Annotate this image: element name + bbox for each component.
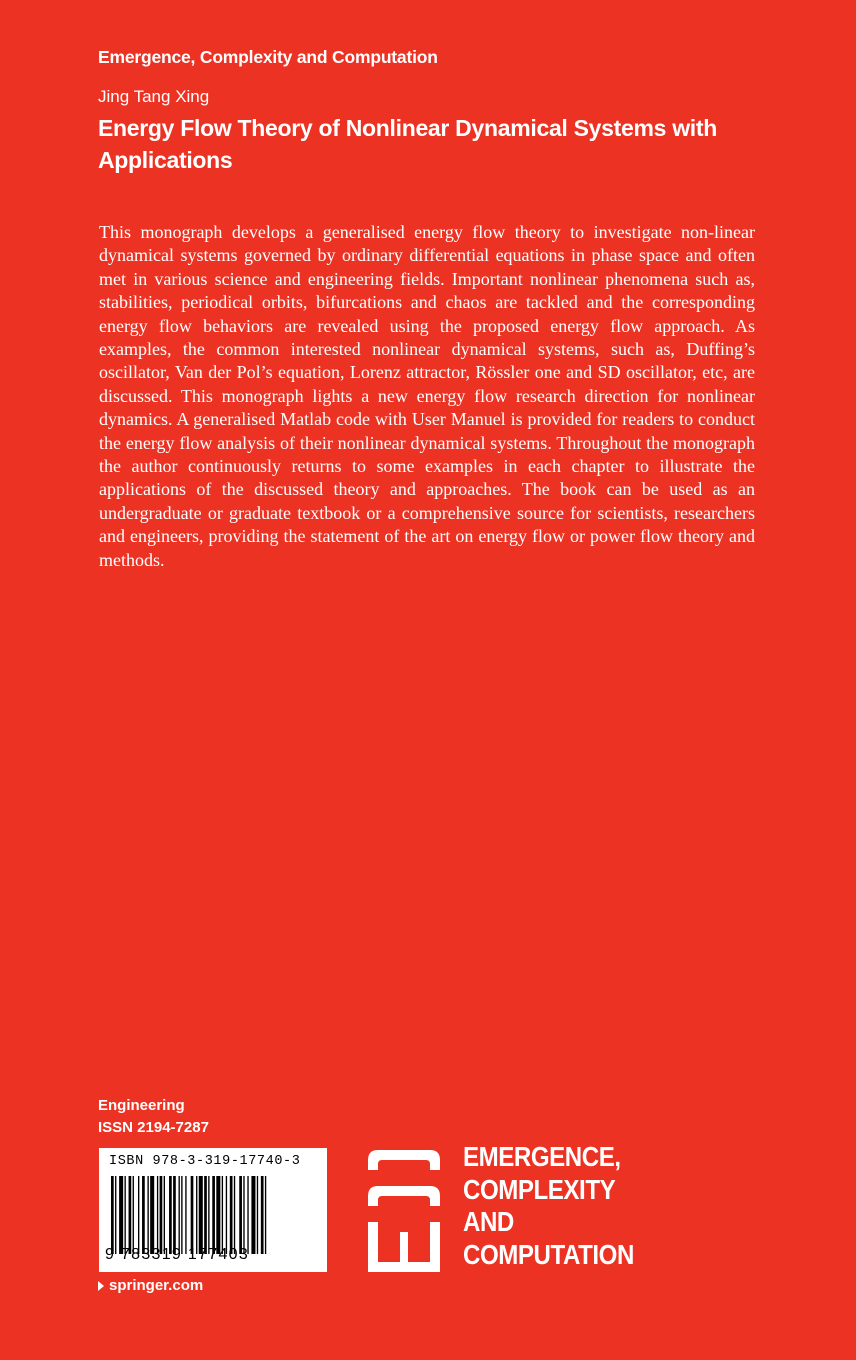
barcode-bar bbox=[150, 1176, 154, 1254]
barcode-bar bbox=[115, 1176, 116, 1254]
barcode-bar bbox=[247, 1176, 248, 1254]
barcode-bar bbox=[261, 1176, 264, 1254]
barcode-bar bbox=[208, 1176, 209, 1254]
subject-category: Engineering bbox=[98, 1097, 185, 1114]
arrow-right-icon bbox=[98, 1281, 104, 1291]
barcode-bar bbox=[129, 1176, 132, 1254]
barcode-bar bbox=[142, 1176, 145, 1254]
book-description: This monograph develops a generalised energy flow theory to investigate non-linear dynamical systems governed by ordinary differential equations in phase space and often met in various science and engineering fields. Important nonlinear phenomena such as, stabilities, periodical orbits, bifurcations and chaos are tackled and the corresponding energy flow behaviors are revealed using the proposed energy flow approach. As examples, the common interested nonlinear dynamical systems, such as, Duffing’s oscillator, Van der Pol’s equation, Lorenz attractor, Rössler one and SD oscillator, etc, are discussed. This monograph lights a new energy flow research direction for nonlinear dynamics. A generalised Matlab code with User Manuel is provided for readers to conduct the energy flow analysis of their nonlinear dynamical systems. Throughout the monograph the author continuously returns to some examples in each chapter to illustrate the applications of the discussed theory and approaches. The book can be used as an undergraduate or graduate textbook or a comprehensive source for scientists, researchers and engineers, providing the statement of the art on energy flow or power flow theory and methods. bbox=[99, 222, 755, 570]
author-name: Jing Tang Xing bbox=[98, 87, 210, 106]
subject-info bbox=[98, 1095, 209, 1139]
barcode-bar bbox=[204, 1176, 207, 1254]
barcode-bar bbox=[191, 1176, 194, 1254]
barcode-bar bbox=[257, 1176, 258, 1254]
barcode-bar bbox=[169, 1176, 172, 1254]
barcode-bar bbox=[226, 1176, 227, 1254]
barcode-bar bbox=[181, 1176, 182, 1254]
barcode-bar bbox=[216, 1176, 220, 1254]
barcode-bar bbox=[125, 1176, 126, 1254]
barcode-bar bbox=[185, 1176, 186, 1254]
barcode-bar bbox=[157, 1176, 158, 1254]
barcode-bar bbox=[160, 1176, 163, 1254]
barcode-bar bbox=[164, 1176, 165, 1254]
barcode-bar bbox=[173, 1176, 176, 1254]
ecc-logo-text bbox=[463, 1141, 634, 1271]
barcode-bar bbox=[147, 1176, 148, 1254]
barcode-bar bbox=[199, 1176, 203, 1254]
barcode-bar bbox=[179, 1176, 180, 1254]
book-title: Energy Flow Theory of Nonlinear Dynamical Systems with Applications bbox=[98, 115, 718, 173]
barcode-bar bbox=[222, 1176, 223, 1254]
barcode-bar bbox=[243, 1176, 244, 1254]
barcode-bar bbox=[138, 1176, 139, 1254]
barcode-bar bbox=[111, 1176, 114, 1254]
logo-line: COMPLEXITY bbox=[463, 1173, 616, 1205]
logo-line: AND bbox=[463, 1206, 514, 1237]
barcode-bar bbox=[230, 1176, 233, 1254]
ecc-logo-icon bbox=[364, 1148, 444, 1272]
website-label: springer.com bbox=[109, 1277, 204, 1294]
barcode-bar bbox=[196, 1176, 197, 1254]
barcode-bar bbox=[212, 1176, 215, 1254]
issn-label: ISSN 2194-7287 bbox=[98, 1119, 209, 1136]
barcode-bar bbox=[234, 1176, 235, 1254]
barcode bbox=[99, 1148, 327, 1272]
barcode-bar bbox=[251, 1176, 255, 1254]
series-name: Emergence, Complexity and Computation bbox=[98, 47, 438, 67]
publisher-website[interactable] bbox=[98, 1277, 203, 1294]
logo-line: COMPUTATION bbox=[463, 1238, 634, 1270]
isbn-label: ISBN 978-3-319-17740-3 bbox=[109, 1154, 301, 1169]
barcode-bar bbox=[133, 1176, 134, 1254]
barcode-bars bbox=[111, 1176, 317, 1254]
barcode-bar bbox=[265, 1176, 266, 1254]
barcode-bar bbox=[239, 1176, 242, 1254]
logo-line: EMERGENCE, bbox=[463, 1141, 621, 1172]
barcode-digits: 9 783319 177403 bbox=[105, 1246, 250, 1263]
barcode-bar bbox=[119, 1176, 123, 1254]
